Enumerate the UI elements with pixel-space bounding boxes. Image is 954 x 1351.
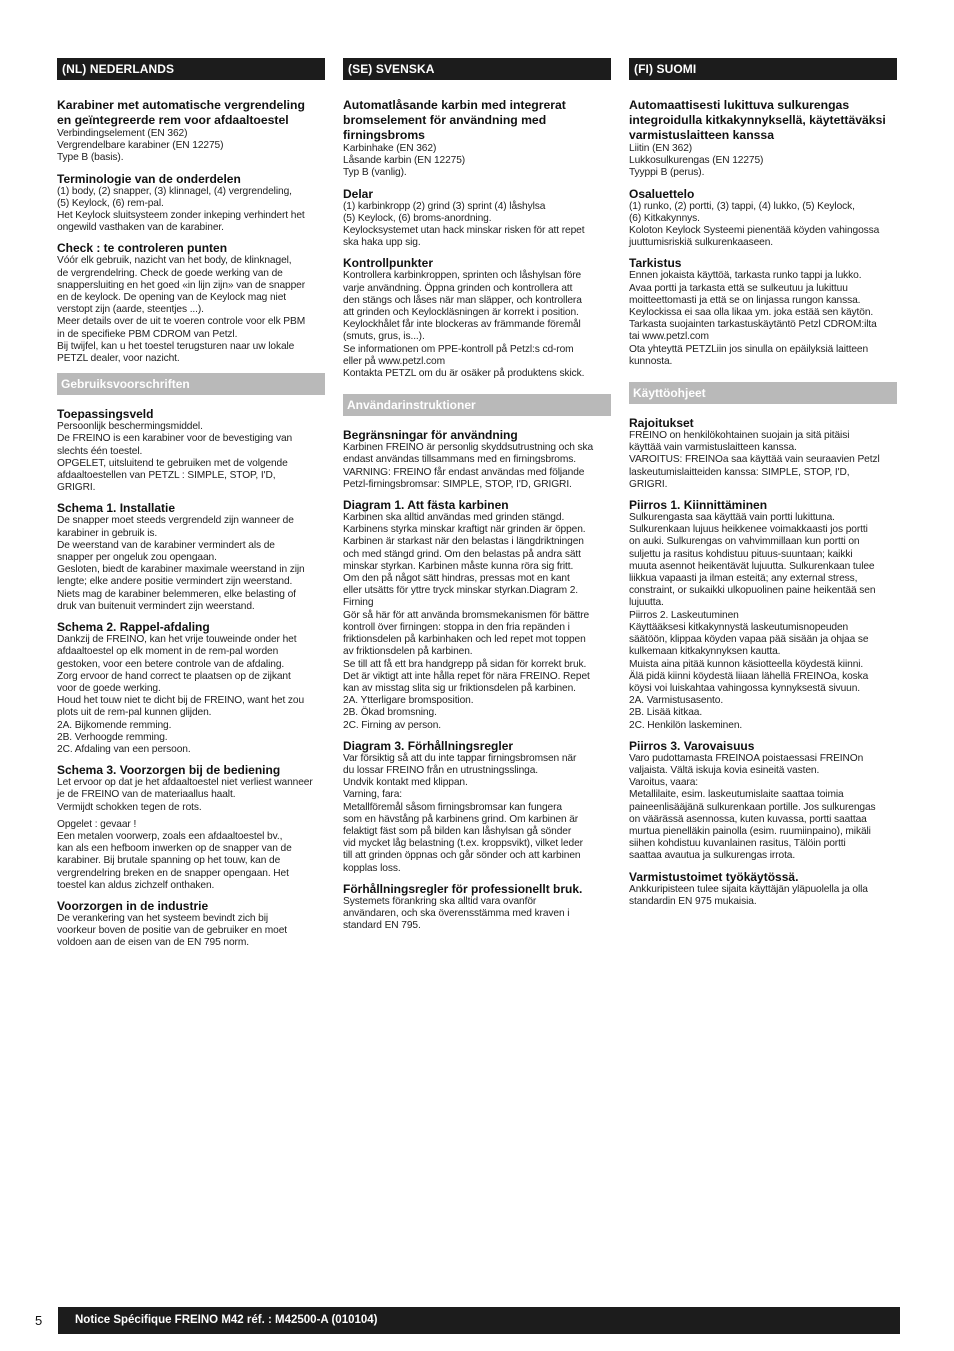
text-parts-fi: (1) runko, (2) portti, (3) tappi, (4) lukko, (5) Keylock, (6) Kitkakynnys. Koloton Keylock Systeemi pienentää köyden vahingossa juuttumisriskiä sulkurenkaaseen.	[629, 200, 880, 249]
text-check-fi: Ennen jokaista käyttöä, tarkasta runko tappi ja lukko. Avaa portti ja tarkasta että se sulkeutuu ja lukittuu moitteettomasti ja että se on linjassa rungon kanssa. Keylockissa ei saa olla likaa ym. joka estää sen käytön. Tarkasta suojainten tarkastuskäytäntö Petzl CDROM:ilta tai www.petzl.com Ota yhteyttä PETZLiin jos sinulla on epäilyksiä laitteen kunnosta.	[629, 270, 877, 367]
column-nl	[57, 58, 325, 950]
text-s3-warning-nl: Opgelet : gevaar ! Een metalen voorwerp, zoals een afdaaltoestel bv., kan als een hefboom inwerken op de snapper van de karabiner. Bij brutale spanning op het touw, kan de vergrendelring breken en de snapper opengaan. Het toestel kan aldus zichzelf onthaken.	[57, 818, 292, 891]
text-work-fi: Ankkuripisteen tulee sijaita käyttäjän yläpuolella ja olla standardin EN 975 mukaisia.	[629, 883, 868, 907]
text-p3-fi: Varo pudottamasta FREINOA poistaessasi FREINOn valjaista. Vältä iskuja kovia esineitä vasten. Varoitus, vaara: Metallilaite, esim. laskeutumislaite saattaa toimia paineenlisääjänä sulkurenkaan portille. Jos sulkurengas on väärässä asennossa, kuten kuvassa, portti saattaa murtua pienelläkin painolla (esim. ruumiinpaino), mikäli siihen kohdistuu kuvanlainen rasitus, Tälöin portti saattaa avautua ja sulkurengas irrota.	[629, 752, 876, 862]
text-s1-nl: De snapper moet steeds vergrendeld zijn wanneer de karabiner in gebruik is. De weerstand van de karabiner vermindert als de snapper per ongeluk zou opengaan. Gesloten, biedt de karabiner maximale weerstand in zijn lengte; elke andere positie vermindert zijn weerstand. Niets mag de karabiner belemmeren, elke belasting of druk van buitenuit vermindert zijn weerstand.	[57, 515, 305, 612]
text-pro-se: Systemets förankring ska alltid vara ovanför användaren, och ska överensstämma med kraven i standard EN 795.	[343, 895, 570, 932]
heading-work-fi: Varmistustoimet työkäytössä.	[629, 869, 799, 884]
heading-parts-fi: Osaluettelo	[629, 186, 695, 201]
text-d1-se: Karbinen ska alltid användas med grinden stängd. Karbinens styrka minskar kraftigt när grinden är öppen. Karbinen är starkast när den belastas i längdriktningen och med stängd grind. Om den belastas på andra sätt minskar styrkan. Karbinen måste kunna röra sig fritt. Om den på något sätt hindras, pressas mot en kant eller utsätts för yttre tryck minskar styrkan.Diagram 2. Firning Gör så här för att använda bromsmekanismen för bättre kontroll över firningen: stoppa in den fria repänden i friktionsdelen på karbinhaken och led repet mot toppen av friktionsdelen på karbinen. Se till att få ett bra handgrepp på sidan för korrekt bruk. Det är viktigt att inte hålla repet för nära FREINO. Repet kan av misstag slita sig ur friktionsdelen på karbinen. 2A. Ytterligare bromsposition. 2B. Ökad bromsning. 2C. Firning av person.	[343, 512, 590, 731]
text-industry-nl: De verankering van het systeem bevindt zich bij voorkeur boven de positie van de gebruiker en moet voldoen aan de eisen van de EN 795 norm.	[57, 912, 288, 949]
text-field-nl: Persoonlijk beschermingsmiddel. De FREINO is een karabiner voor de bevestiging van slechts één toestel. OPGELET, uitsluitend te gebruiken met de volgende afdaaltoestellen van PETZL : SIMPLE, STOP, I'D, GRIGRI.	[57, 421, 293, 494]
heading-d3-se: Diagram 3. Förhållningsregler	[343, 738, 514, 753]
heading-check-nl: Check : te controleren punten	[57, 241, 228, 256]
intro-se: Karbinhake (EN 362) Låsande karbin (EN 12275) Typ B (vanlig).	[343, 143, 466, 179]
heading-pro-se: Förhållningsregler för professionellt bruk.	[343, 881, 583, 896]
heading-s1-nl: Schema 1. Installatie	[57, 501, 176, 516]
text-d3-se: Var försiktig så att du inte tappar firningsbromsen när du lossar FREINO från en utrustningsslinga. Undvik kontakt med klippan. Varning, fara: Metallföremål såsom firningsbromsar kan fungera som en hävstång på karbinens grind. Om karbinen är felaktigt fäst som på bilden kan låshylsan gå sönder vid mycket låg belastning (t.ex. kroppsvikt), vilket leder till att grinden öppnas och går sönder och att karbinen kopplas loss.	[343, 752, 583, 874]
lang-header-fi: (FI) SUOMI	[629, 58, 897, 80]
text-limits-se: Karbinen FREINO är personlig skyddsutrustning och ska endast användas tillsammans med en firningsbroms. VARNING: FREINO får endast användas med följande Petzl-firningsbromsar: SIMPLE, STOP, I'D, GRIGRI.	[343, 442, 594, 490]
text-limits-fi: FREINO on henkilökohtainen suojain ja sitä pitäisi käyttää vain varmistuslaitteen kanssa. VAROITUS: FREINOa saa käyttää vain seuraavien Petzl laskeutumislaitteiden kanssa: SIMPLE, STOP, I'D, GRIGRI.	[629, 430, 880, 490]
text-check-nl: Vóór elk gebruik, nazicht van het body, de klinknagel, de vergrendelring. Check de goede werking van de snappersluiting en het goed «in lijn zijn» van de snapper en de keylock. De opening van de Keylock mag niet verstopt zijn (aarde, steentjes ...). Meer details over de uit te voeren controle voor elk PBM in de specifieke PBM CDROM van Petzl. Bij twijfel, kan u het toestel terugsturen naar uw lokale PETZL dealer, voor nazicht.	[57, 255, 306, 365]
heading-field-nl: Toepassingsveld	[57, 407, 154, 422]
heading-limits-se: Begränsningar för användning	[343, 428, 518, 443]
heading-p1-fi: Piirros 1. Kiinnittäminen	[629, 498, 768, 513]
section-bar-nl: Gebruiksvoorschriften	[57, 373, 325, 395]
heading-d1-se: Diagram 1. Att fästa karbinen	[343, 498, 509, 513]
heading-check-se: Kontrollpunkter	[343, 256, 433, 271]
section-bar-se: Användarinstruktioner	[343, 394, 611, 416]
intro-fi: Liitin (EN 362) Lukkosulkurengas (EN 12275) Tyyppi B (perus).	[629, 143, 764, 179]
heading-check-fi: Tarkistus	[629, 256, 682, 271]
heading-industry-nl: Voorzorgen in de industrie	[57, 898, 209, 913]
section-bar-fi: Käyttöohjeet	[629, 382, 897, 404]
heading-terms-nl: Terminologie van de onderdelen	[57, 171, 241, 186]
page-number: 5	[35, 1313, 43, 1328]
lang-header-nl: (NL) NEDERLANDS	[57, 58, 325, 80]
intro-nl: Verbindingselement (EN 362) Vergrendelbare karabiner (EN 12275) Type B (basis).	[57, 128, 224, 164]
footer-bar: Notice Spécifique FREINO M42 réf. : M42500-A (010104)	[58, 1307, 900, 1334]
product-title-nl: Karabiner met automatische vergrendeling en geïntegreerde rem voor afdaaltoestel	[57, 98, 305, 127]
text-s2-nl: Dankzij de FREINO, kan het vrije touweinde onder het afdaaltoestel op elk moment in de rem-pal worden gestoken, voor een betere controle van de afdaling. Zorg ervoor de hand correct te plaatsen op de zijkant voor de goede werking. Houd het touw niet te dicht bij de FREINO, want het zou plots uit de rem-pal kunnen glijden. 2A. Bijkomende remming. 2B. Verhoogde remming. 2C. Afdaling van een persoon.	[57, 634, 305, 755]
text-check-se: Kontrollera karbinkroppen, sprinten och låshylsan före varje användning. Öppna grinden och kontrollera att den stängs och låses när man släpper, och kontrollera att grinden och Keylockläsningen är korrekt i position. Keylockhålet får inte blockeras av främmande föremål (smuts, grus, is...). Se informationen om PPE-kontroll på Petzl:s cd-rom eller på www.petzl.com Kontakta PETZL om du är osäker på produktens skick.	[343, 270, 585, 380]
heading-s3-nl: Schema 3. Voorzorgen bij de bediening	[57, 763, 281, 778]
text-parts-se: (1) karbinkropp (2) grind (3) sprint (4) låshylsa (5) Keylock, (6) broms-anordning. Keylocksystemet utan hack minskar risken för att repet ska haka upp sig.	[343, 200, 585, 249]
text-p1-fi: Sulkurengasta saa käyttää vain portti lukittuna. Sulkurenkaan lujuus heikkenee voimakkaasti jos portti on auki. Sulkurengas on vahvimmillaan kun portti on suljettu ja rasitus kohdistuu pituus-suuntaan; kaikki muuta asennot heikentävät lujuutta. Sulkurenkaan tulee liikkua vapaasti ja ilman esteitä; any external stress, constraint, or sukaikki ulkopuolinen paine heikentää sen lujuutta. Piirros 2. Laskeutuminen Käyttääksesi kitkakynnystä laskeutumisnopeuden säätöön, klippaa köyden vapaa pää sisään ja ohjaa se kulkemaan kitkakynnyksen kautta. Muista aina pitää kunnon käsiotteella köydestä kiinni. Älä pidä kiinni köydestä liiaan lähellä FREINOa, koska köysi voi luiskahtaa vahingossa kynnyksestä sivuun. 2A. Varmistusasento. 2B. Lisää kitkaa. 2C. Henkilön laskeminen.	[629, 512, 876, 731]
text-s3-nl: Let ervoor op dat je het afdaaltoestel niet verliest wanneer je de FREINO van de materiaallus haalt. Vermijdt schokken tegen de rots.	[57, 777, 313, 813]
text-terms-nl: (1) body, (2) snapper, (3) klinnagel, (4) vergrendeling, (5) Keylock, (6) rem-pal. Het Keylock sluitsysteem zonder inkeping verhindert het ongewild vasthaken van de karabiner.	[57, 185, 305, 234]
lang-header-se: (SE) SVENSKA	[343, 58, 611, 80]
column-se	[343, 58, 611, 932]
heading-s2-nl: Schema 2. Rappel-afdaling	[57, 620, 210, 635]
heading-parts-se: Delar	[343, 186, 374, 201]
product-title-se: Automatlåsande karbin med integrerat bromselement för användning med firningsbroms	[343, 98, 566, 142]
heading-limits-fi: Rajoitukset	[629, 416, 694, 431]
column-fi	[629, 58, 897, 908]
product-title-fi: Automaattisesti lukittuva sulkurengas integroidulla kitkakynnyksellä, käytettäväksi varmistuslaitteen kanssa	[629, 98, 886, 142]
heading-p3-fi: Piirros 3. Varovaisuus	[629, 738, 755, 753]
